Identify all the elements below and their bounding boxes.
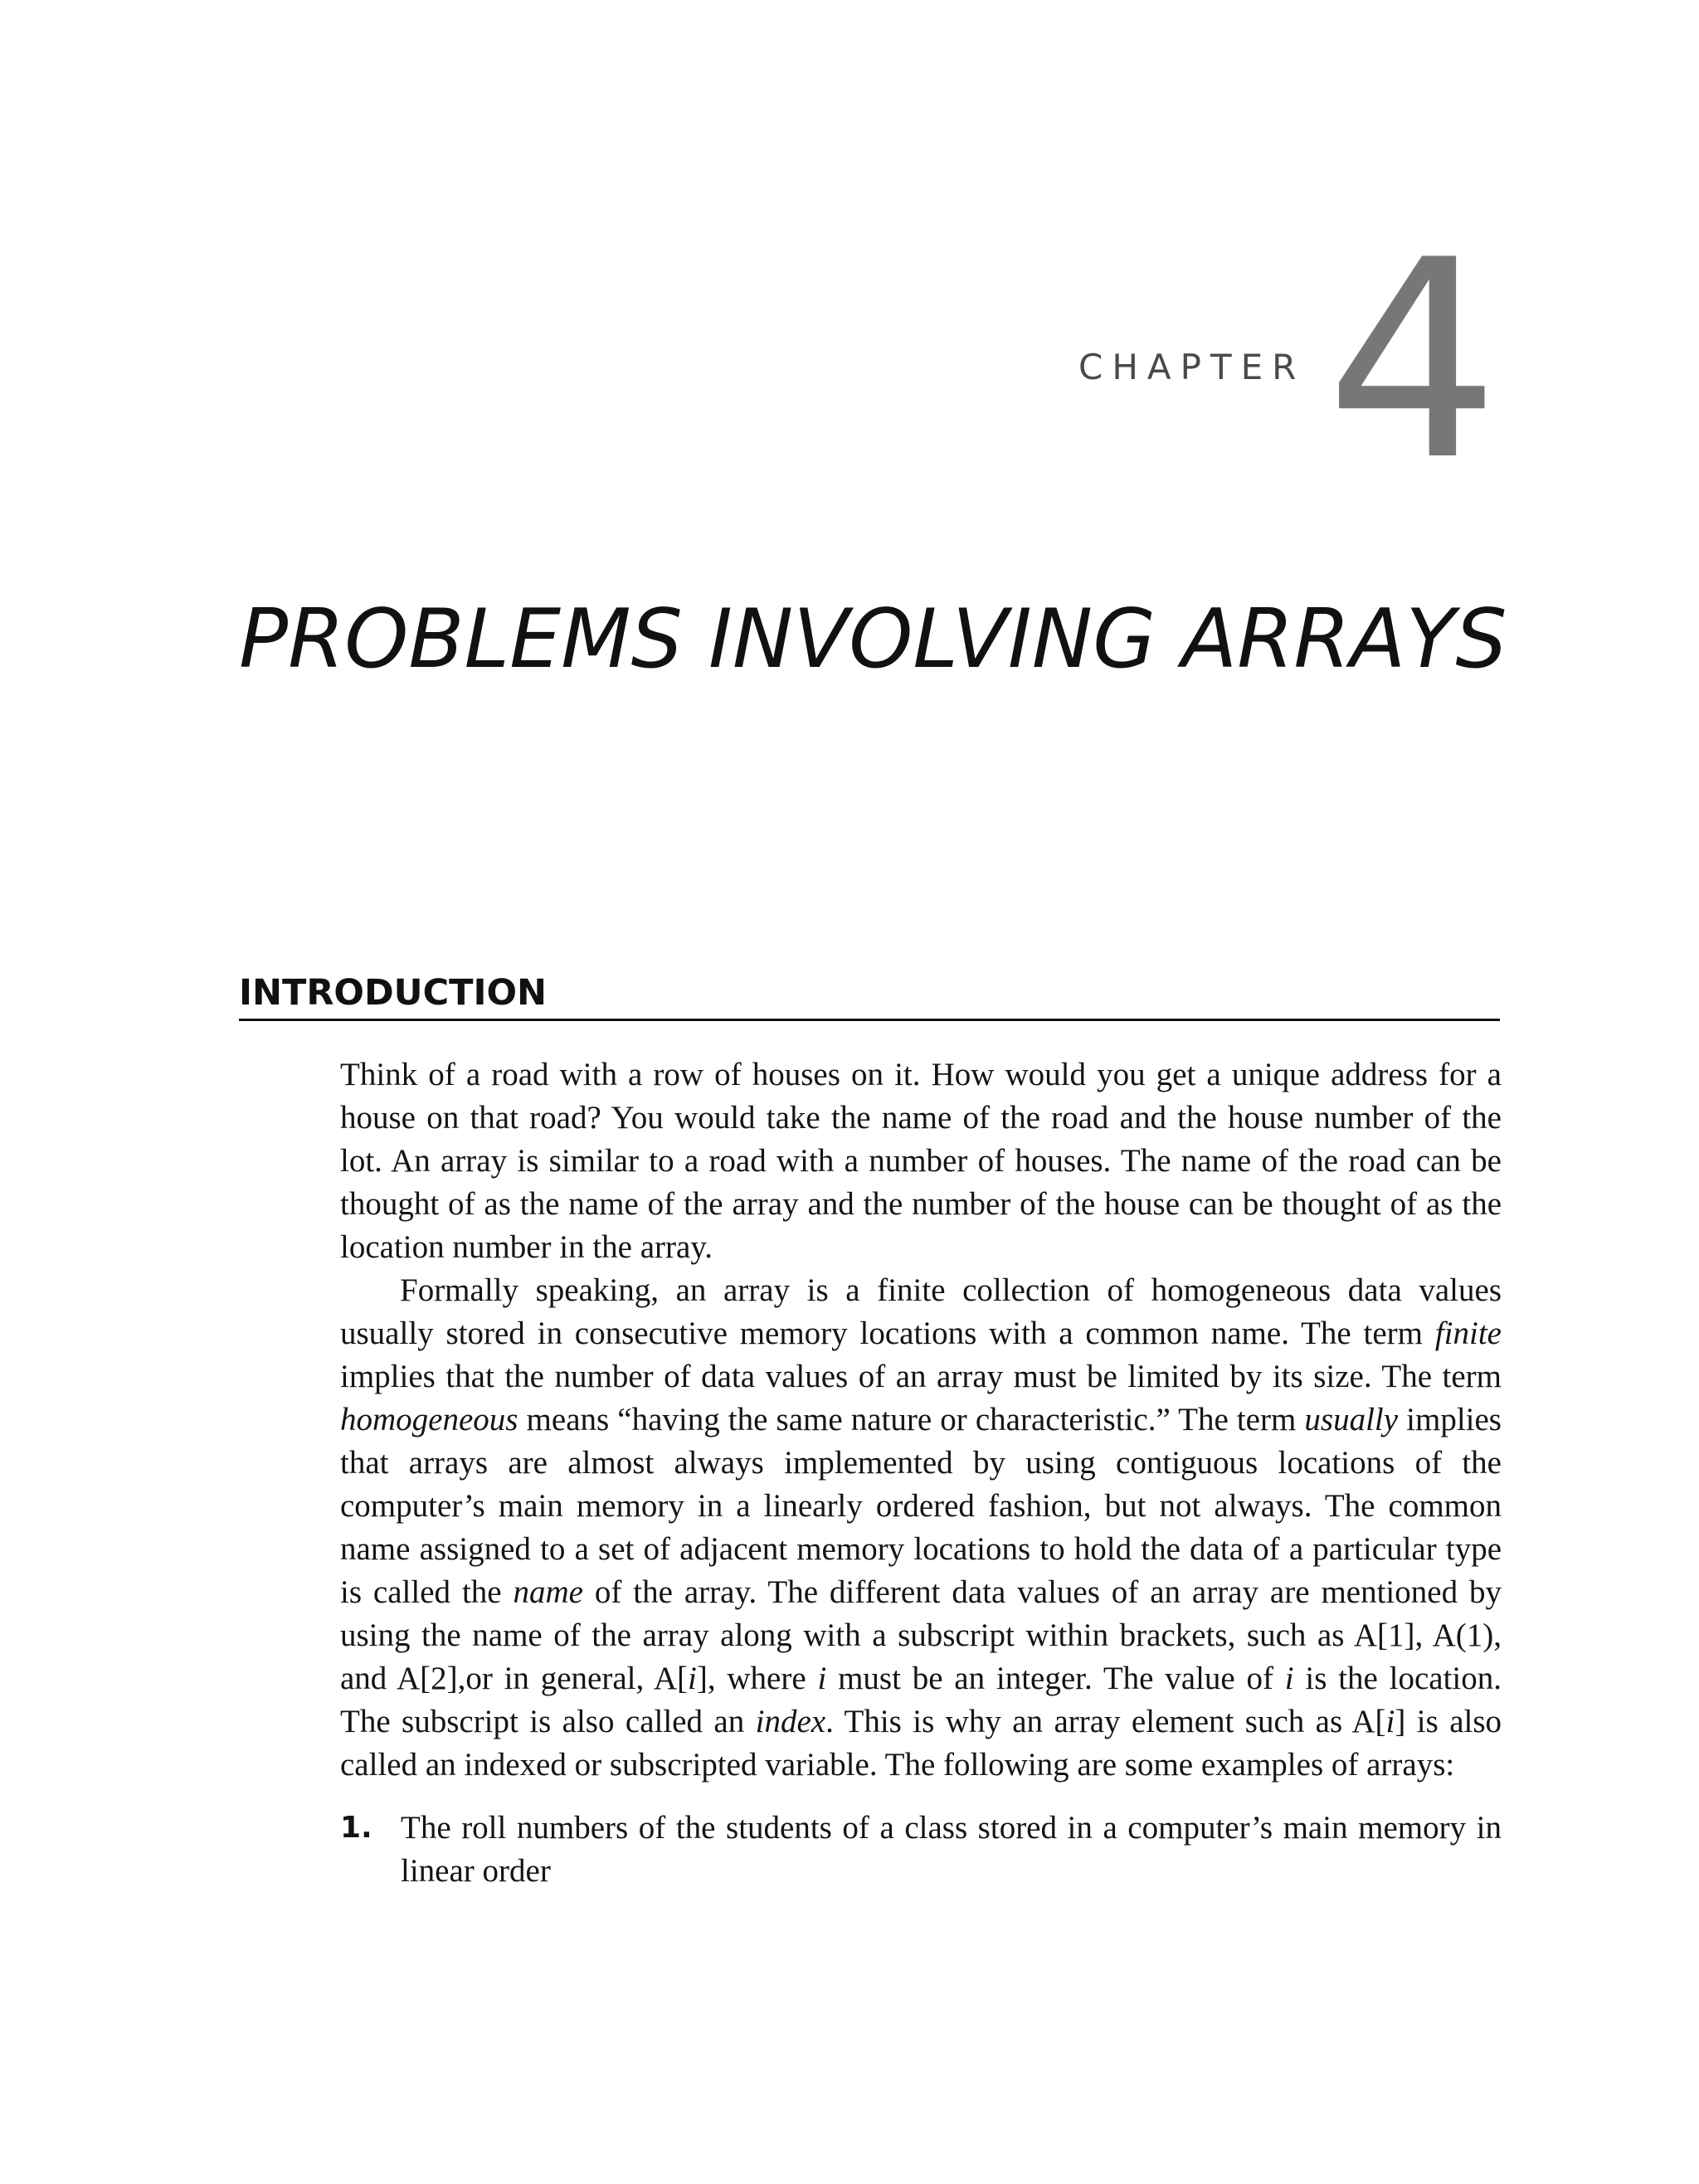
p2-emphasis: i [817, 1661, 827, 1696]
p2-emphasis: i [1284, 1661, 1294, 1696]
chapter-number: 4 [1326, 202, 1500, 520]
p2-text: . This is why an array element such as A[ [825, 1704, 1386, 1739]
chapter-label: CHAPTER [1078, 347, 1306, 387]
p2-text: ] is also called an indexed or subscripted variable. The following are some examples of arrays: [340, 1704, 1502, 1783]
p2-text: is the location. The subscript is also called an [340, 1661, 1502, 1739]
p2-text: ], where [696, 1661, 818, 1696]
section-heading: INTRODUCTION [239, 969, 1500, 1021]
list-item-text: The roll numbers of the students of a class stored in a computer’s main memory in linear order [401, 1810, 1502, 1889]
p2-emphasis: i [688, 1661, 697, 1696]
p2-text: must be an integer. The value of [826, 1661, 1285, 1696]
paragraph-1: Think of a road with a row of houses on it. How would you get a unique address for a house on that road? You would take the name of the road and the house number of the lot. An array is similar to a road with a number of houses. The name of the road can be thought of as the name of the array and the number of the house can be thought of as the location number in the array. [340, 1057, 1502, 1265]
p2-text: of the array. The different data values of an array are mentioned by using the name of the array along with a subscript within brackets, such as A[1], A(1), and A[2],or in general, A[ [340, 1574, 1502, 1696]
p2-text: means “having the same nature or characteristic.” The term [518, 1402, 1305, 1437]
p2-emphasis: finite [1434, 1316, 1502, 1351]
p2-text: implies that arrays are almost always implemented by using contiguous locations of the computer’s main memory in a linearly ordered fashion, but not always. The common name assigned to a set of adjacent memory locations to hold the data of a particular type is called the [340, 1402, 1502, 1610]
p2-text: implies that the number of data values of an array must be limited by its size. The term [340, 1359, 1502, 1394]
p2-emphasis: index [755, 1704, 826, 1739]
list-item-number: 1. [340, 1811, 372, 1845]
paragraph-2 [340, 1269, 1502, 1787]
p2-emphasis: usually [1304, 1402, 1399, 1437]
body-text [340, 1053, 1502, 1893]
p2-text: Formally speaking, an array is a finite collection of homogeneous data values usually stored in consecutive memory locations with a common name. The term [340, 1272, 1502, 1351]
chapter-title: PROBLEMS INVOLVING ARRAYS [239, 592, 1507, 687]
list-item [340, 1807, 1502, 1893]
p2-emphasis: homogeneous [340, 1402, 518, 1437]
p2-emphasis: i [1385, 1704, 1395, 1739]
p2-emphasis: name [513, 1574, 583, 1610]
